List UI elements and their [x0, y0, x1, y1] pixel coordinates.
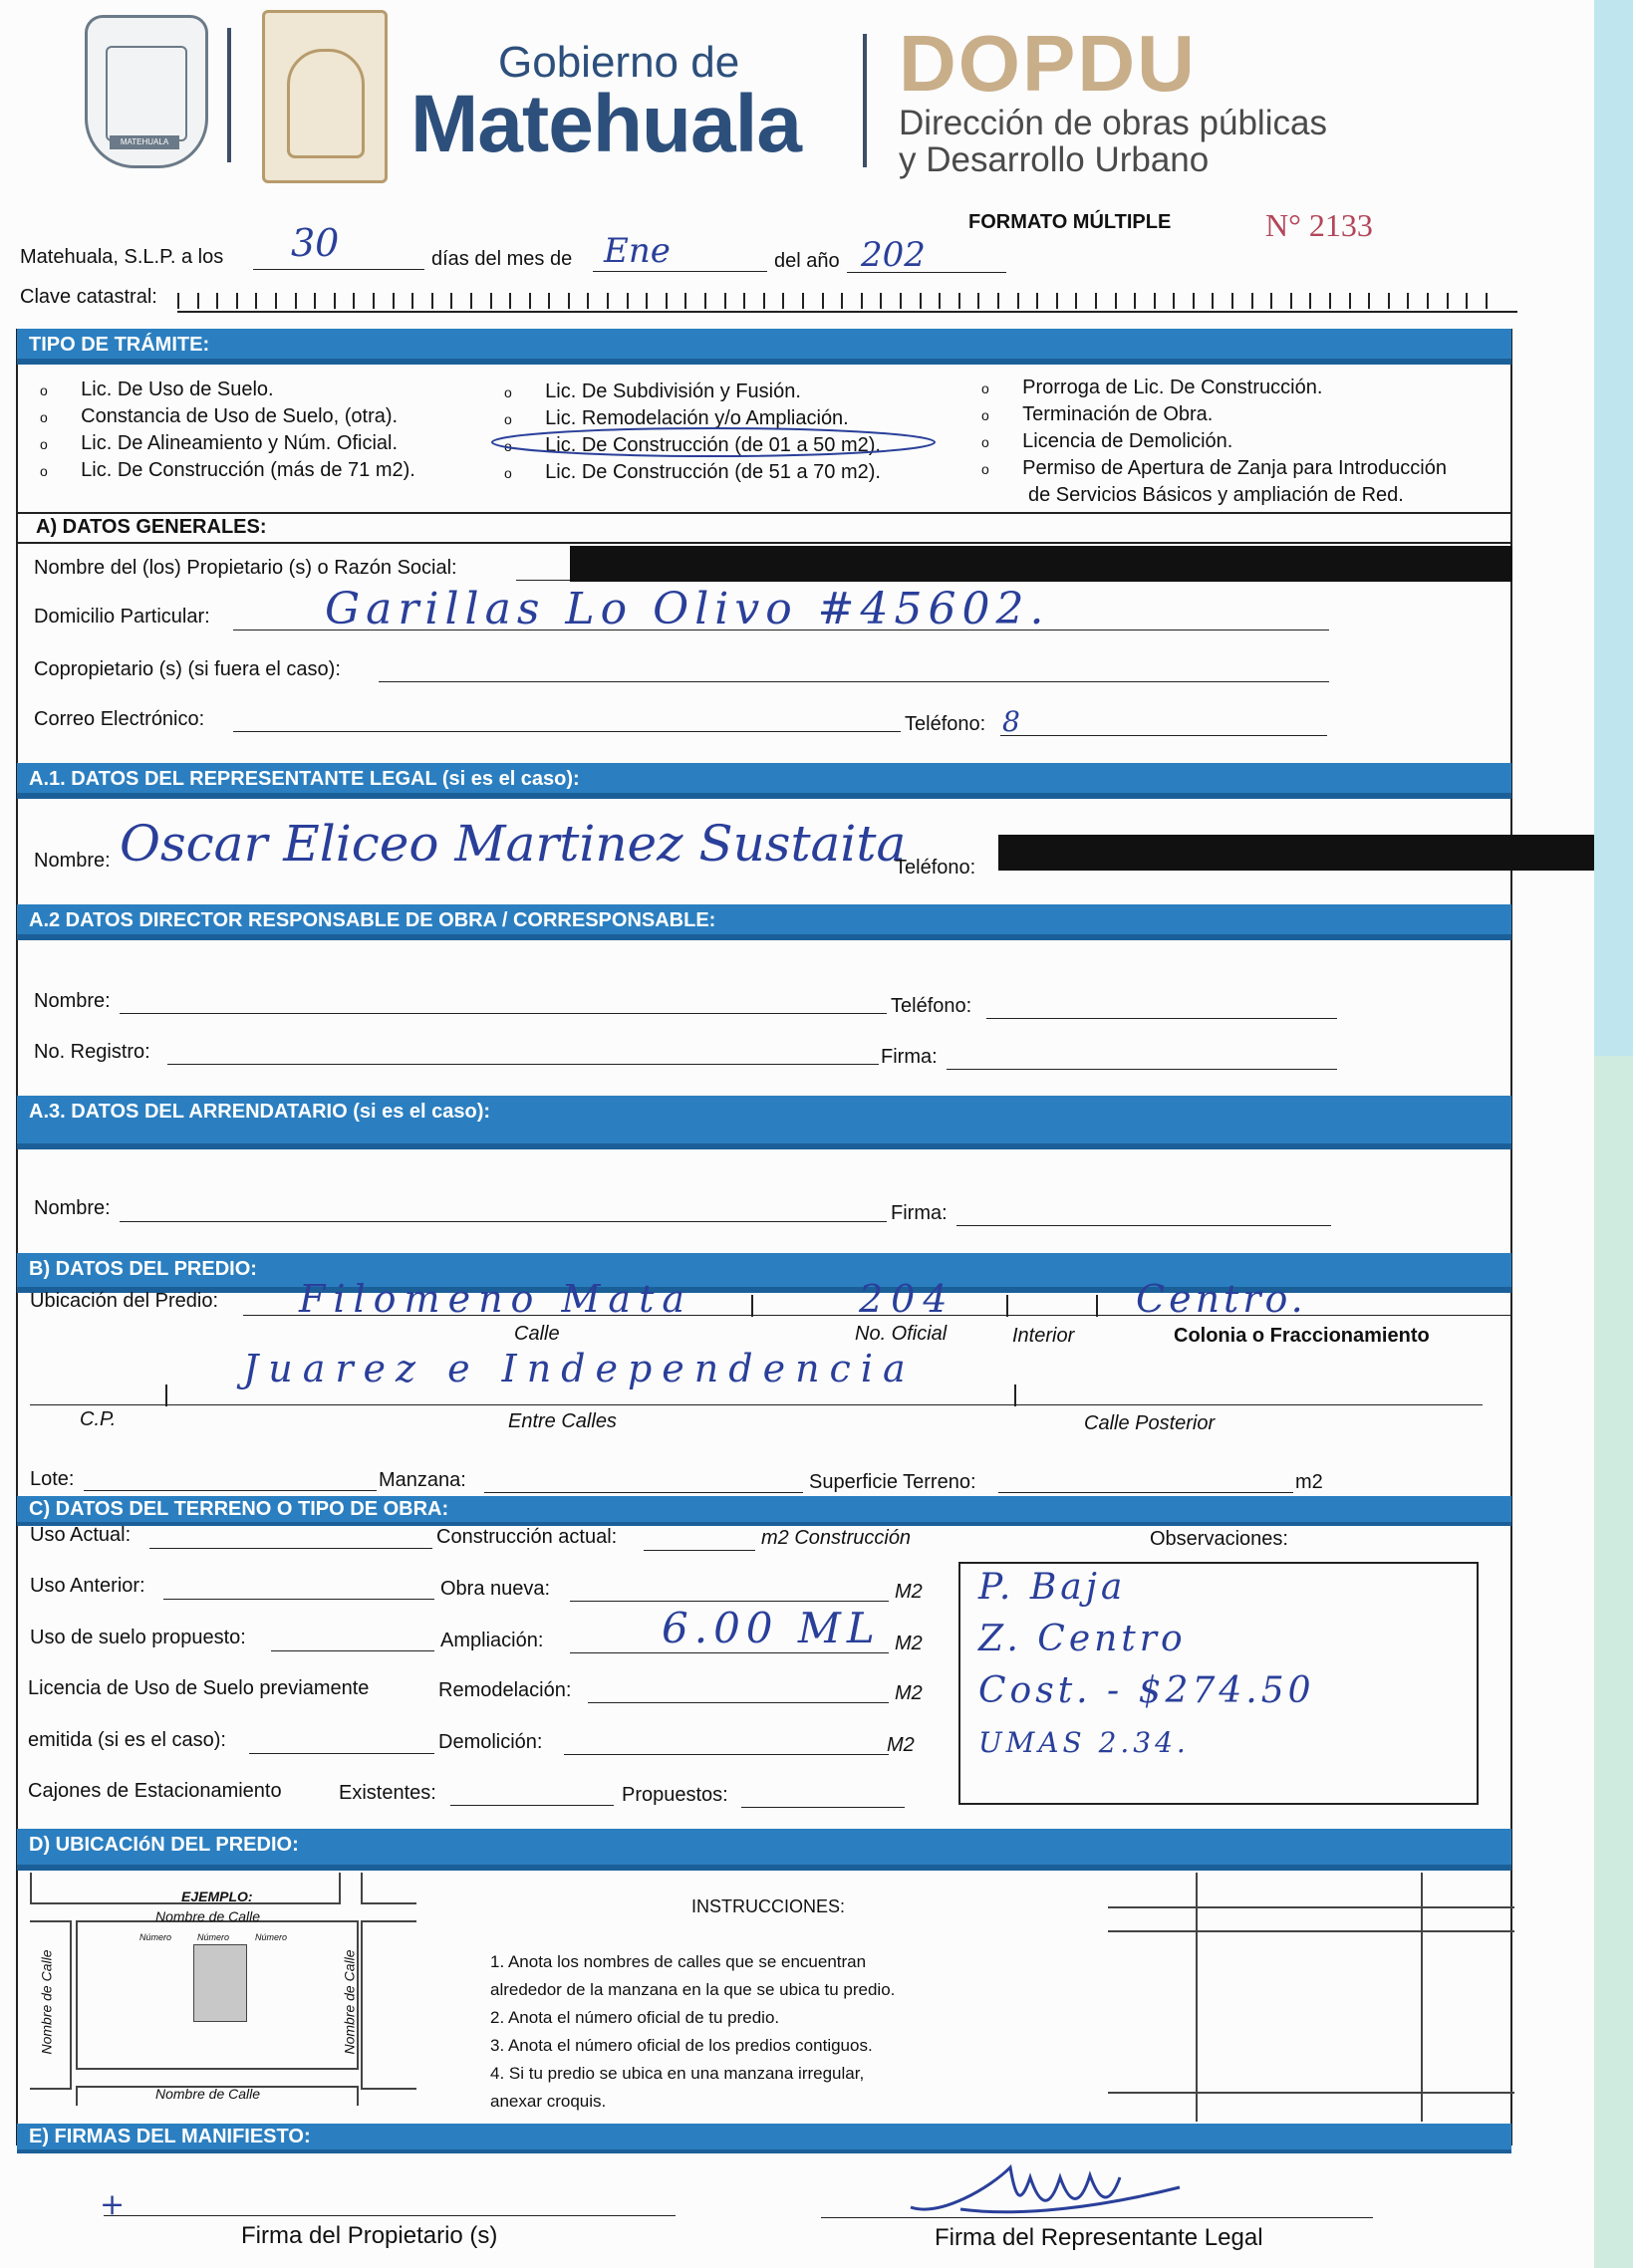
catastral-digit-slot — [1056, 293, 1058, 309]
section-predio-title: B) DATOS DEL PREDIO: — [29, 1258, 257, 1280]
tramite-option-label: Lic. De Subdivisión y Fusión. — [545, 380, 801, 402]
ampliacion-value: 6.00 ML — [662, 1604, 881, 1652]
observaciones-label: Observaciones: — [1150, 1528, 1288, 1550]
demolicion-label: Demolición: — [438, 1731, 543, 1753]
obra-nueva-unit: M2 — [895, 1581, 923, 1603]
catastral-digit-slot — [724, 293, 726, 309]
tick — [1006, 1295, 1008, 1317]
tramite-option[interactable]: o Lic. Remodelación y/o Ampliación. — [504, 407, 849, 429]
selection-circle-mark — [484, 422, 943, 462]
section-terreno-title: C) DATOS DEL TERRENO O TIPO DE OBRA: — [29, 1498, 449, 1520]
example-num-2: Número — [197, 1932, 230, 1942]
catastral-digit-slot — [411, 293, 413, 309]
catastral-digit-slot — [880, 293, 882, 309]
entre-calles-value: Juarez e Independencia — [243, 1347, 916, 1390]
catastral-digit-slot — [373, 293, 375, 309]
entre-calles-field[interactable] — [30, 1404, 1483, 1405]
section-datos-generales: A) DATOS GENERALES: — [36, 516, 267, 538]
superficie-field[interactable] — [998, 1492, 1293, 1493]
header-direccion-2: y Desarrollo Urbano — [899, 140, 1210, 179]
catastral-digit-slot — [1466, 293, 1468, 309]
ubicacion-label: Ubicación del Predio: — [30, 1290, 218, 1312]
header-gobierno-de: Gobierno de — [498, 38, 740, 87]
catastral-digit-slot — [1290, 293, 1292, 309]
catastral-digit-slot — [1154, 293, 1156, 309]
tramite-option-label: Permiso de Apertura de Zanja para Introducción — [1022, 457, 1447, 479]
domicilio-value: Garillas Lo Olivo #45602. — [325, 584, 1050, 634]
redaction-bar — [570, 546, 1512, 582]
catastral-digit-slot — [841, 293, 843, 309]
catastral-digit-slot — [1017, 293, 1019, 309]
catastral-digit-slot — [216, 293, 218, 309]
remodelacion-unit: M2 — [895, 1682, 923, 1704]
section-terreno — [17, 1496, 1511, 1526]
catastral-digit-slot — [1095, 293, 1097, 309]
tramite-option-label: Constancia de Uso de Suelo, (otra). — [81, 405, 399, 427]
instruccion-line: anexar croquis. — [490, 2092, 607, 2111]
telefono-label: Teléfono: — [905, 713, 986, 735]
uso-propuesto-field[interactable] — [271, 1650, 434, 1651]
licencia-label-2: emitida (si es el caso): — [28, 1729, 226, 1751]
catastral-digit-slot — [861, 293, 863, 309]
tramite-option[interactable]: o Permiso de Apertura de Zanja para Introducción — [981, 457, 1447, 479]
tramite-option[interactable]: o Licencia de Demolición. — [981, 430, 1233, 452]
rep-nombre-value: Oscar Eliceo Martinez Sustaita — [120, 815, 907, 873]
example-num-3: Número — [255, 1932, 288, 1942]
domicilio-label: Domicilio Particular: — [34, 606, 210, 628]
obra-nueva-field[interactable] — [570, 1601, 889, 1602]
tramite-option-continued: de Servicios Básicos y ampliación de Red. — [1028, 484, 1404, 506]
ampliacion-field[interactable] — [570, 1652, 889, 1653]
catastral-digit-slot — [1349, 293, 1351, 309]
tramite-option[interactable]: o Lic. De Construcción (más de 71 m2). — [40, 459, 415, 481]
firma-propietario-label: Firma del Propietario (s) — [241, 2222, 498, 2249]
dir-nombre-field[interactable] — [120, 1013, 887, 1014]
tramite-option[interactable]: o Lic. De Uso de Suelo. — [40, 378, 274, 400]
manzana-field[interactable] — [484, 1492, 803, 1493]
catastral-digit-slot — [802, 293, 804, 309]
section-director — [17, 904, 1511, 940]
dir-telefono-field[interactable] — [986, 1018, 1337, 1019]
header-dopdu: DOPDU — [899, 19, 1197, 108]
catastral-digit-slot — [509, 293, 511, 309]
obra-nueva-label: Obra nueva: — [440, 1578, 551, 1600]
telefono-value: 8 — [1002, 705, 1020, 738]
catastral-digit-slot — [1173, 293, 1175, 309]
catastral-digit-slot — [275, 293, 277, 309]
catastral-digit-slot — [587, 293, 589, 309]
cp-caption: C.P. — [80, 1408, 117, 1430]
catastral-digit-slot — [743, 293, 745, 309]
rep-nombre-label: Nombre: — [34, 850, 111, 872]
catastral-digit-slot — [177, 293, 179, 309]
rep-telefono-label: Teléfono: — [895, 857, 976, 879]
catastral-digit-slot — [977, 293, 979, 309]
ubicacion-drawing-grid[interactable] — [1108, 1873, 1512, 2122]
catastral-digit-slot — [1075, 293, 1077, 309]
instruccion-line: alrededor de la manzana en la que se ubica tu predio. — [490, 1980, 896, 1999]
dir-nombre-label: Nombre: — [34, 990, 111, 1012]
tramite-option-label: Lic. De Construcción (más de 71 m2). — [81, 459, 415, 481]
year-value: 202 — [861, 235, 926, 275]
catastral-digit-slot — [1251, 293, 1253, 309]
manzana-label: Manzana: — [379, 1469, 466, 1491]
uso-anterior-field[interactable] — [163, 1599, 434, 1600]
copropietario-field[interactable] — [379, 681, 1329, 682]
telefono-field[interactable] — [1000, 735, 1327, 736]
instruccion-line: 4. Si tu predio se ubica en una manzana irregular, — [490, 2064, 865, 2083]
posterior-caption: Calle Posterior — [1084, 1412, 1216, 1434]
catastral-digit-slot — [1231, 293, 1233, 309]
firma-representante-label: Firma del Representante Legal — [935, 2224, 1263, 2251]
copropietario-label: Copropietario (s) (si fuera el caso): — [34, 658, 341, 680]
firma-propietario-field[interactable] — [104, 2215, 676, 2216]
coat-band-label: MATEHUALA — [110, 135, 179, 149]
section-arrendatario — [17, 1096, 1511, 1149]
example-street-right: Nombre de Calle — [341, 1949, 358, 2055]
licencia-field[interactable] — [249, 1753, 434, 1754]
observaciones-values — [978, 1562, 1315, 1769]
obs-line: Cost. - $274.50 — [978, 1670, 1315, 1711]
day-value: 30 — [291, 221, 340, 265]
catastral-digit-slot — [666, 293, 668, 309]
tramite-option-label: Licencia de Demolición. — [1022, 430, 1233, 452]
catastral-digit-slot — [958, 293, 960, 309]
catastral-digit-slot — [997, 293, 999, 309]
tramite-option[interactable]: o Lic. De Alineamiento y Núm. Oficial. — [40, 432, 399, 454]
catastral-digit-slot — [704, 293, 706, 309]
dir-firma-label: Firma: — [881, 1046, 938, 1068]
demolicion-unit: M2 — [887, 1734, 915, 1756]
instrucciones-list — [490, 1948, 895, 2116]
dir-firma-field[interactable] — [947, 1069, 1337, 1070]
section-director-title: A.2 DATOS DIRECTOR RESPONSABLE DE OBRA / CORRESPONSABLE: — [29, 909, 716, 931]
instruccion-line: 1. Anota los nombres de calles que se encuentran — [490, 1952, 867, 1971]
example-predio — [193, 1944, 247, 2022]
tramite-option[interactable]: o Terminación de Obra. — [981, 403, 1214, 425]
catastral-digit-slot — [490, 293, 492, 309]
month-field[interactable] — [593, 271, 767, 272]
catastral-digit-slot — [1212, 293, 1214, 309]
tramite-option-selected[interactable]: o Lic. De Construcción (de 01 a 50 m2). — [504, 434, 881, 456]
catastral-digit-slot — [939, 293, 941, 309]
catastral-digit-slot — [1309, 293, 1311, 309]
catastral-digit-slot — [314, 293, 316, 309]
section-tipo-tramite — [17, 329, 1511, 365]
catastral-digit-slot — [1193, 293, 1195, 309]
tramite-col-3 — [981, 375, 1447, 508]
entre-caption: Entre Calles — [508, 1410, 617, 1432]
lote-label: Lote: — [30, 1468, 75, 1490]
firma-propietario-mark: + — [100, 2187, 126, 2222]
catastral-digit-slot — [197, 293, 199, 309]
catastral-digit-slot — [470, 293, 472, 309]
catastral-digit-slot — [1036, 293, 1038, 309]
year-label: del año — [774, 250, 840, 272]
page-edge-background-2 — [1594, 1056, 1633, 2268]
example-diagram — [30, 1873, 414, 2104]
demolicion-field[interactable] — [564, 1754, 889, 1755]
section-representante-title: A.1. DATOS DEL REPRESENTANTE LEGAL (si es el caso): — [29, 768, 580, 790]
construccion-actual-label: Construcción actual: — [436, 1526, 618, 1548]
tick — [1096, 1295, 1098, 1317]
dir-registro-label: No. Registro: — [34, 1041, 150, 1063]
dir-registro-field[interactable] — [167, 1064, 879, 1065]
catastral-digit-slot — [255, 293, 257, 309]
month-label: días del mes de — [431, 248, 573, 270]
lote-field[interactable] — [84, 1490, 377, 1491]
catastral-label: Clave catastral: — [20, 286, 157, 308]
correo-label: Correo Electrónico: — [34, 708, 205, 730]
colonia-value: Centro. — [1136, 1277, 1307, 1321]
tramite-option-label: Lic. Remodelación y/o Ampliación. — [545, 407, 849, 429]
catastral-digit-slot — [295, 293, 297, 309]
section-representante — [17, 763, 1511, 799]
remodelacion-field[interactable] — [588, 1702, 889, 1703]
remodelacion-label: Remodelación: — [438, 1679, 572, 1701]
instruccion-line: 2. Anota el número oficial de tu predio. — [490, 2008, 780, 2027]
ampliacion-label: Ampliación: — [440, 1630, 544, 1651]
catastral-digit-slot — [782, 293, 784, 309]
cajones-label: Cajones de Estacionamiento — [28, 1780, 282, 1802]
city-emblem — [262, 10, 388, 183]
header-municipio: Matehuala — [410, 79, 801, 169]
section-tipo-tramite-title: TIPO DE TRÁMITE: — [29, 334, 210, 356]
header-divider-2 — [863, 34, 867, 167]
arr-nombre-label: Nombre: — [34, 1197, 111, 1219]
section-firmas-title: E) FIRMAS DEL MANIFIESTO: — [29, 2126, 311, 2147]
catastral-digit-slot — [529, 293, 531, 309]
catastral-digit-slot — [1486, 293, 1488, 309]
day-field[interactable] — [253, 269, 424, 270]
example-num-1: Número — [139, 1932, 172, 1942]
existentes-label: Existentes: — [339, 1782, 436, 1804]
catastral-digit-slot — [822, 293, 824, 309]
uso-propuesto-label: Uso de suelo propuesto: — [30, 1627, 246, 1648]
dir-telefono-label: Teléfono: — [891, 995, 972, 1017]
propietario-label: Nombre del (los) Propietario (s) o Razón Social: — [34, 557, 457, 579]
uso-anterior-label: Uso Anterior: — [30, 1575, 145, 1597]
catastral-digit-slot — [900, 293, 902, 309]
tramite-option[interactable]: o Lic. De Subdivisión y Fusión. — [504, 380, 801, 402]
obs-line: P. Baja — [978, 1567, 1127, 1608]
tramite-option[interactable]: o Prorroga de Lic. De Construcción. — [981, 377, 1323, 398]
tick — [165, 1385, 167, 1406]
section-arrendatario-title: A.3. DATOS DEL ARRENDATARIO (si es el caso): — [29, 1101, 491, 1123]
correo-field[interactable] — [233, 731, 901, 732]
catastral-digit-slot — [607, 293, 609, 309]
catastral-digit-slot — [1407, 293, 1409, 309]
obs-line: Z. Centro — [978, 1619, 1187, 1659]
arr-nombre-field[interactable] — [120, 1221, 887, 1222]
tramite-option-label: Prorroga de Lic. De Construcción. — [1022, 377, 1323, 398]
catastral-digit-slot — [353, 293, 355, 309]
calle-value: Filomeno Mata — [299, 1277, 692, 1321]
catastral-digit-slot — [568, 293, 570, 309]
municipal-coat-of-arms — [85, 15, 208, 168]
instrucciones-title: INSTRUCCIONES: — [691, 1896, 846, 1916]
folio-number: N° 2133 — [1265, 207, 1373, 243]
tick — [1014, 1385, 1016, 1406]
month-value: Ene — [604, 231, 671, 271]
arr-firma-field[interactable] — [956, 1225, 1331, 1226]
construccion-actual-field[interactable] — [644, 1550, 755, 1551]
catastral-digit-slot — [920, 293, 922, 309]
header-direccion-1: Dirección de obras públicas — [899, 104, 1327, 142]
tick — [751, 1295, 753, 1317]
catastral-digit-slot — [1427, 293, 1429, 309]
example-street-bottom: Nombre de Calle — [155, 2086, 261, 2102]
uso-actual-label: Uso Actual: — [30, 1524, 132, 1546]
catastral-digit-slot — [1447, 293, 1449, 309]
redaction-bar — [998, 835, 1594, 871]
tramite-option-label: Terminación de Obra. — [1022, 403, 1214, 425]
rule — [17, 542, 1511, 544]
date-prefix: Matehuala, S.L.P. a los — [20, 246, 224, 268]
section-firmas — [17, 2124, 1511, 2153]
tramite-option-label: Lic. De Uso de Suelo. — [81, 378, 274, 400]
header-divider — [227, 28, 231, 162]
section-ubicacion-title: D) UBICACIóN DEL PREDIO: — [29, 1834, 299, 1856]
catastral-digit-slot — [763, 293, 765, 309]
example-street-top: Nombre de Calle — [155, 1908, 261, 1924]
catastral-digit-slot — [1329, 293, 1331, 309]
no-oficial-value: 204 — [859, 1277, 955, 1321]
existentes-field[interactable] — [450, 1805, 614, 1806]
catastral-digit-slot — [684, 293, 686, 309]
tramite-option-label: Lic. De Alineamiento y Núm. Oficial. — [81, 432, 399, 454]
catastral-digit-slot — [1134, 293, 1136, 309]
catastral-digit-slot — [334, 293, 336, 309]
catastral-digit-slot — [1270, 293, 1272, 309]
uso-actual-field[interactable] — [149, 1548, 432, 1549]
catastral-digit-slot — [627, 293, 629, 309]
tramite-option[interactable]: o Constancia de Uso de Suelo, (otra). — [40, 405, 399, 427]
rule — [17, 512, 1511, 514]
catastral-digit-slot — [393, 293, 395, 309]
form-title: FORMATO MÚLTIPLE — [968, 211, 1172, 233]
catastral-digit-slot — [1388, 293, 1390, 309]
instruccion-line: 3. Anota el número oficial de los predios contiguos. — [490, 2036, 873, 2055]
propuestos-label: Propuestos: — [622, 1784, 728, 1806]
catastral-digit-slot — [1368, 293, 1370, 309]
tramite-option-label: Lic. De Construcción (de 01 a 50 m2). — [545, 434, 881, 456]
catastral-field[interactable] — [177, 293, 1517, 313]
catastral-digit-slot — [450, 293, 452, 309]
tramite-col-1 — [40, 377, 415, 484]
tramite-option[interactable]: o Lic. De Construcción (de 51 a 70 m2). — [504, 461, 881, 483]
section-ubicacion — [17, 1829, 1511, 1871]
colonia-caption: Colonia o Fraccionamiento — [1174, 1325, 1430, 1347]
catastral-digit-slot — [548, 293, 550, 309]
catastral-digit-slot — [236, 293, 238, 309]
example-street-left: Nombre de Calle — [38, 1949, 55, 2055]
calle-caption: Calle — [514, 1323, 560, 1345]
obs-line: UMAS 2.34. — [978, 1726, 1190, 1759]
interior-caption: Interior — [1012, 1325, 1075, 1347]
superficie-label: Superficie Terreno: — [809, 1471, 976, 1493]
signature-scribble — [901, 2147, 1200, 2227]
no-oficial-caption: No. Oficial — [855, 1323, 948, 1345]
m2-construccion-caption: m2 Construcción — [761, 1527, 912, 1549]
catastral-digit-slot — [646, 293, 648, 309]
ampliacion-unit: M2 — [895, 1633, 923, 1654]
arr-firma-label: Firma: — [891, 1202, 948, 1224]
tramite-option-label: Lic. De Construcción (de 51 a 70 m2). — [545, 461, 881, 483]
catastral-digit-slot — [431, 293, 433, 309]
ejemplo-caption: EJEMPLO: — [181, 1889, 253, 1904]
propuestos-field[interactable] — [741, 1807, 905, 1808]
catastral-digit-slot — [1115, 293, 1117, 309]
licencia-label-1: Licencia de Uso de Suelo previamente — [28, 1677, 370, 1699]
superficie-unit: m2 — [1295, 1471, 1323, 1493]
